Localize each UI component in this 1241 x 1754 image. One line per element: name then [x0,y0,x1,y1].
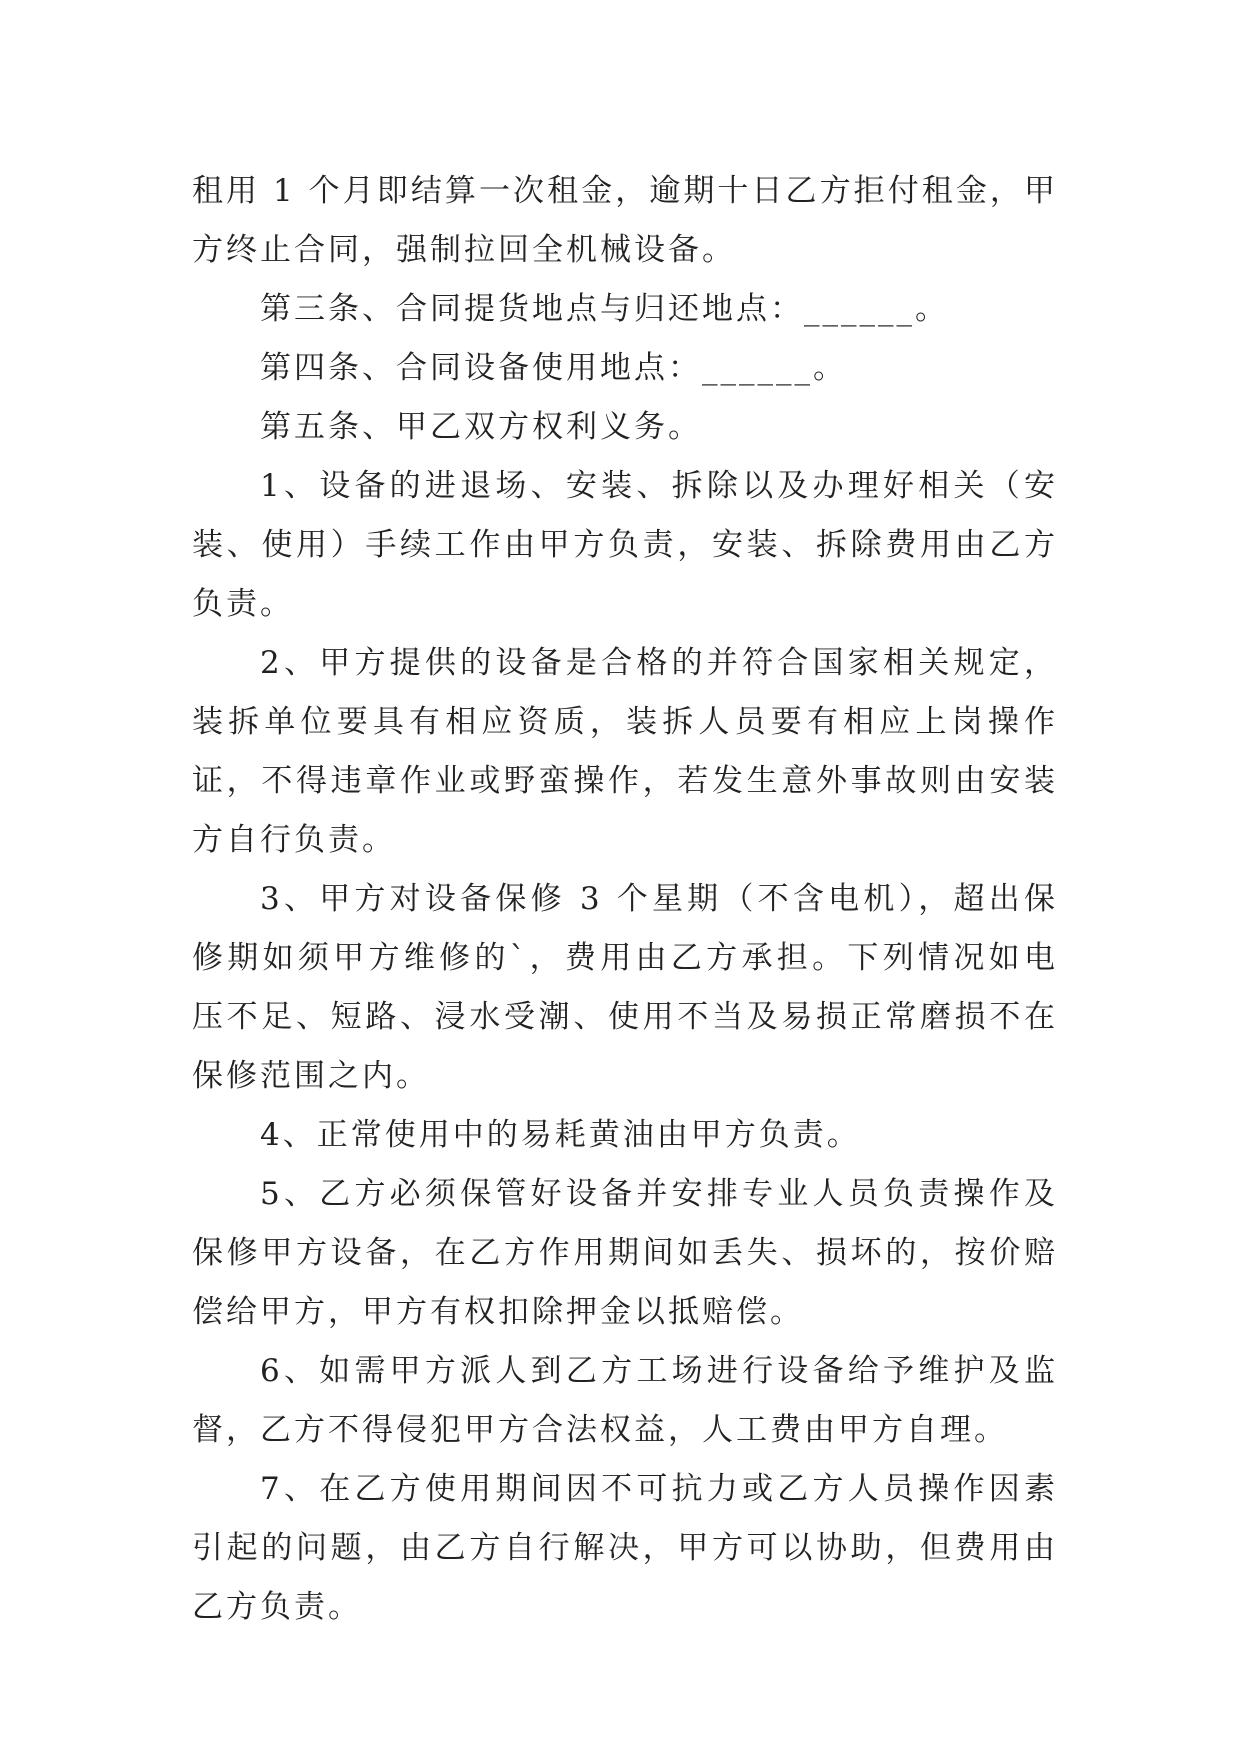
paragraph-article-3: 第三条、合同提货地点与归还地点：______。 [260,291,949,327]
paragraph-item-1: 1、设备的进退场、安装、拆除以及办理好相关（安装、使用）手续工作由甲方负责，安装、拆除费用由乙方负责。 [192,468,1058,622]
paragraph-1: 租用 1 个月即结算一次租金，逾期十日乙方拒付租金，甲方终止合同，强制拉回全机械设备。 [192,173,1058,268]
paragraph-item-3: 3、甲方对设备保修 3 个星期（不含电机），超出保修期如须甲方维修的`，费用由乙方承担。下列情况如电压不足、短路、浸水受潮、使用不当及易损正常磨损不在保修范围之内。 [192,881,1058,1094]
paragraph-item-6: 6、如需甲方派人到乙方工场进行设备给予维护及监督，乙方不得侵犯甲方合法权益，人工费由甲方自理。 [192,1353,1058,1448]
paragraph-item-7: 7、在乙方使用期间因不可抗力或乙方人员操作因素引起的问题，由乙方自行解决，甲方可以协助，但费用由乙方负责。 [192,1471,1058,1625]
paragraph-article-5: 第五条、甲乙双方权利义务。 [260,409,702,445]
paragraph-item-2: 2、甲方提供的设备是合格的并符合国家相关规定，装拆单位要具有相应资质，装拆人员要有相应上岗操作证，不得违章作业或野蛮操作，若发生意外事故则由安装方自行负责。 [192,645,1058,858]
paragraph-item-4: 4、正常使用中的易耗黄油由甲方负责。 [260,1117,861,1153]
paragraph-item-5: 5、乙方必须保管好设备并安排专业人员负责操作及保修甲方设备，在乙方作用期间如丢失、损坏的，按价赔偿给甲方，甲方有权扣除押金以抵赔偿。 [192,1176,1058,1330]
document-body [192,162,1058,1637]
paragraph-article-4: 第四条、合同设备使用地点：______。 [260,350,847,386]
